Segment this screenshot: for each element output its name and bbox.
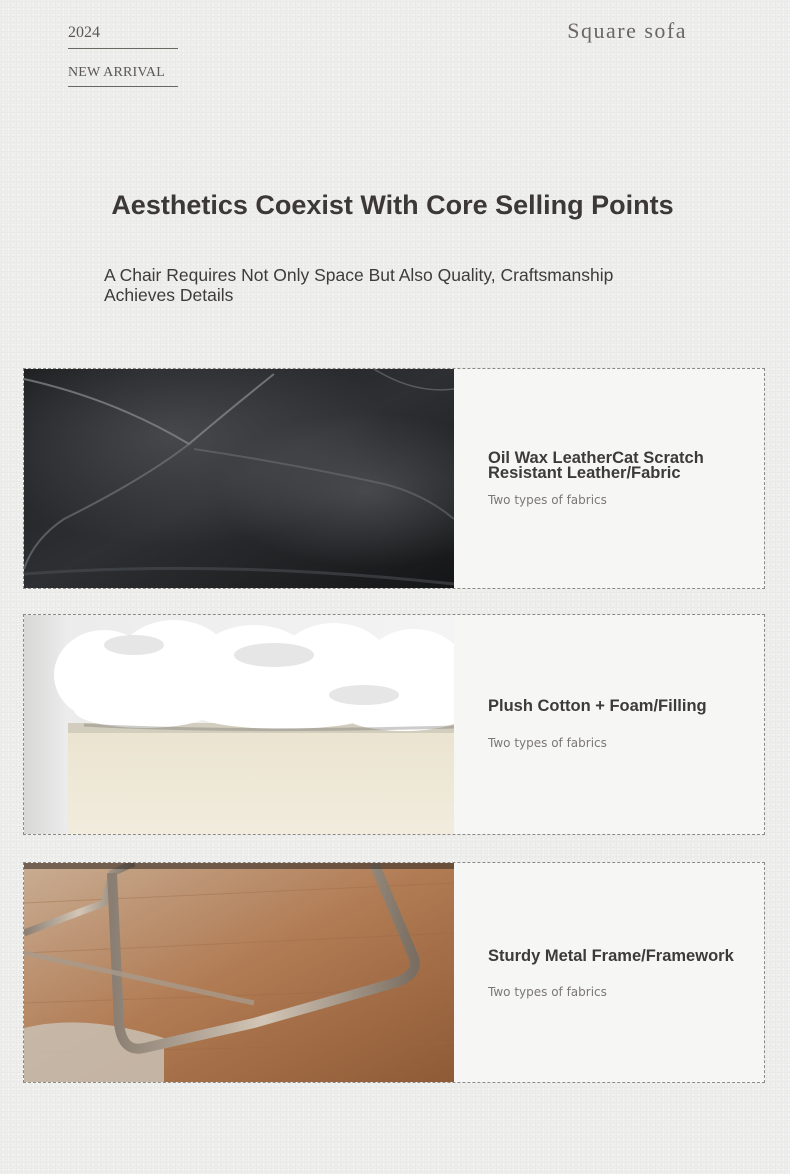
filling-photo [24,615,454,834]
frame-photo [24,863,454,1082]
feature-caption: Two types of fabrics [488,985,607,999]
feature-title: Oil Wax LeatherCat Scratch Resistant Leather/Fabric [488,449,704,482]
feature-title: Plush Cotton + Foam/Filling [488,697,707,715]
page-subheadline: A Chair Requires Not Only Space But Also Quality, Craftsmanship Achieves Details [104,265,614,305]
brand-title: Square sofa [567,18,687,43]
new-arrival-label: NEW ARRIVAL [68,65,178,87]
year-label: 2024 [68,24,178,49]
feature-title: Sturdy Metal Frame/Framework [488,947,734,965]
feature-caption: Two types of fabrics [488,736,607,750]
feature-card-leather [23,368,765,589]
leather-photo [24,369,454,588]
feature-card-filling [23,614,765,835]
feature-card-frame [23,862,765,1083]
page-headline: Aesthetics Coexist With Core Selling Points [111,190,674,220]
feature-caption: Two types of fabrics [488,493,607,507]
